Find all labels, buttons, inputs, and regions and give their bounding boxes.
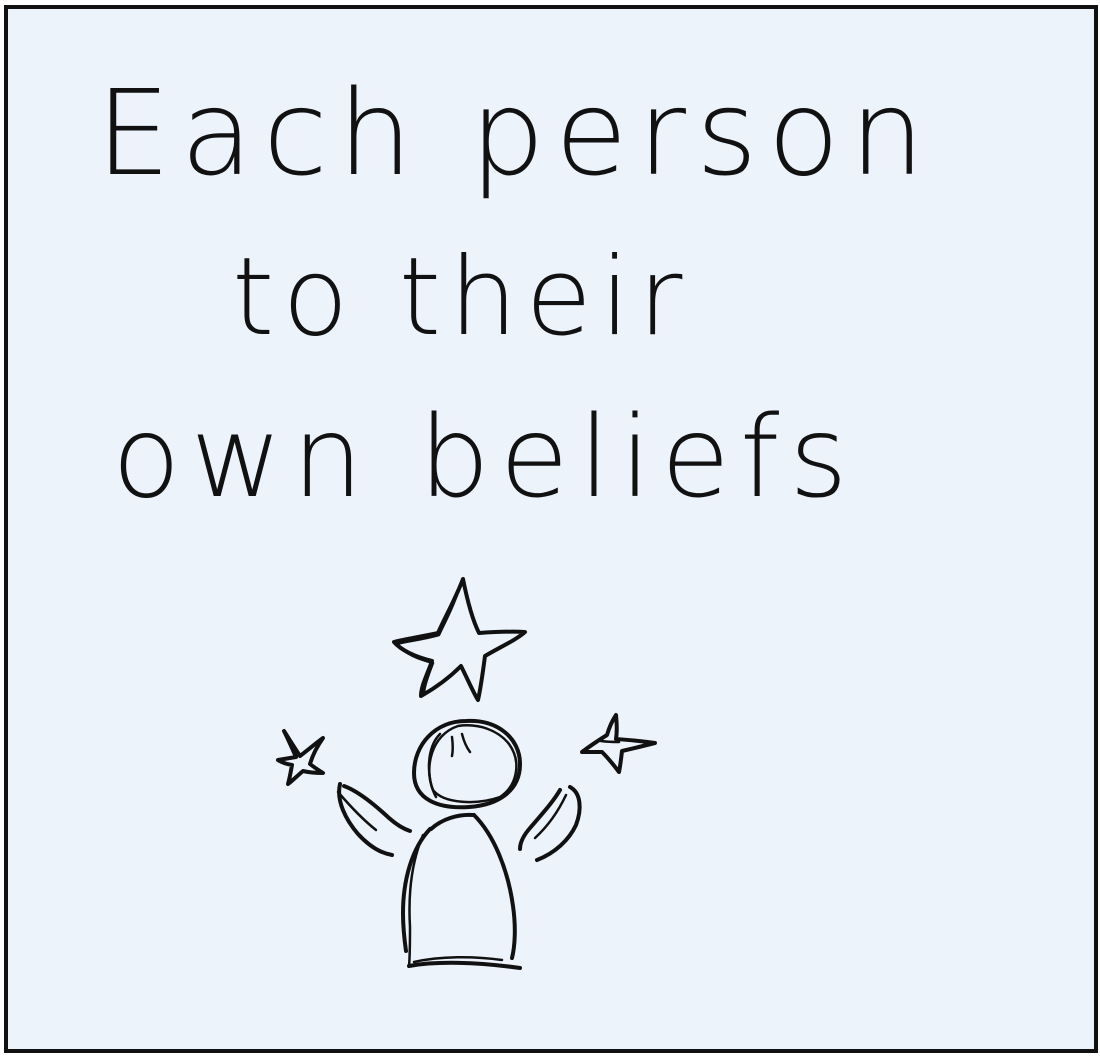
person-icon bbox=[338, 721, 580, 968]
note-line-2: to their bbox=[232, 235, 691, 360]
note-line-3: own beliefs bbox=[112, 393, 858, 523]
star-icon bbox=[278, 731, 323, 784]
star-icon bbox=[394, 579, 525, 700]
note-line-1: Each person bbox=[96, 64, 935, 202]
star-icon bbox=[582, 715, 655, 772]
